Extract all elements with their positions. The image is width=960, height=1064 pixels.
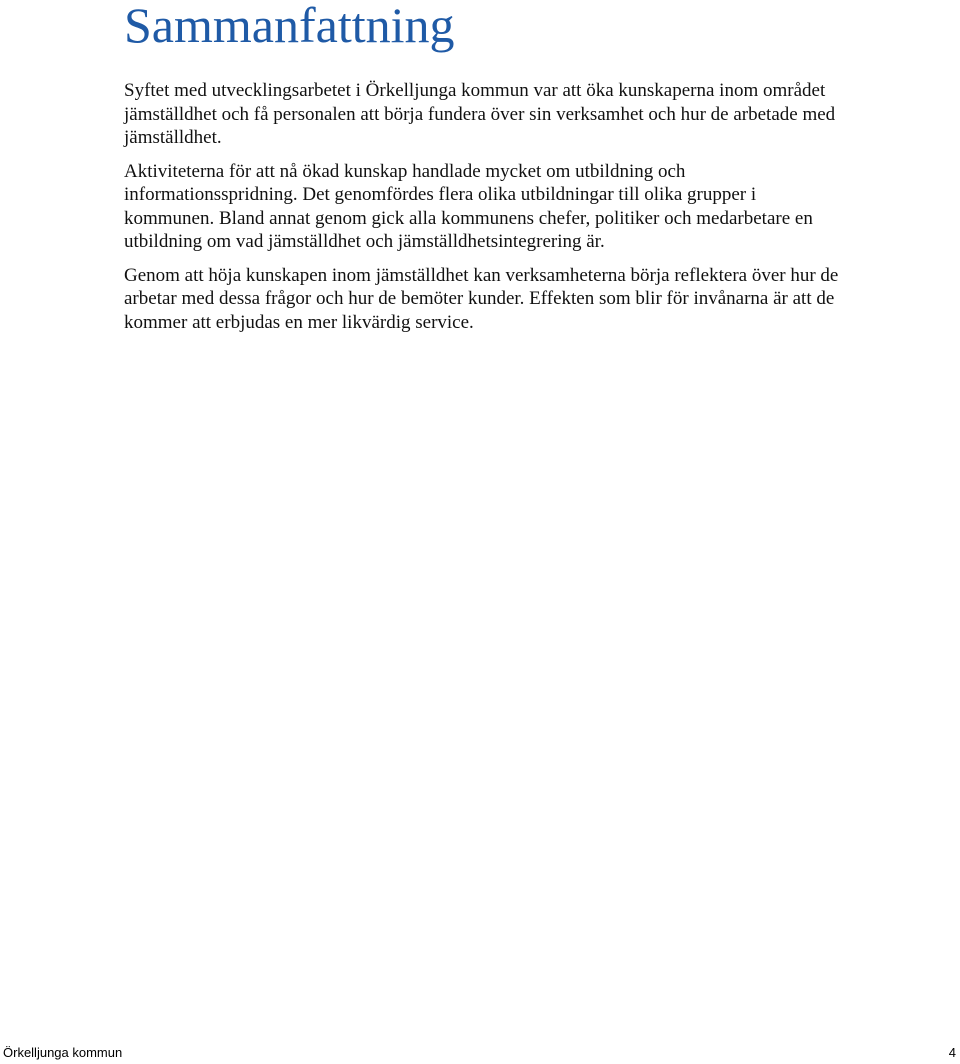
body-text <box>124 79 844 344</box>
footer-organization: Örkelljunga kommun <box>3 1045 123 1060</box>
paragraph-purpose: Syftet med utvecklingsarbetet i Örkelljunga kommun var att öka kunskaperna inom området jämställdhet och få personalen att börja fundera över sin verksamhet och hur de arbetade med jämställdhet. <box>124 80 836 148</box>
footer-page-number: 4 <box>948 1045 956 1060</box>
paragraph-effects: Genom att höja kunskapen inom jämställdhet kan verksamheterna börja reflektera över hur de arbetar med dessa frågor och hur de bemöter kunder. Effekten som blir för invånarna är att de kommer att erbjudas en mer likvärdig service. <box>124 264 839 333</box>
paragraph-activities: Aktiviteterna för att nå ökad kunskap handlade mycket om utbildning och informationsspridning. Det genomfördes flera olika utbildningar till olika grupper i kommunen. Bland annat genom gick alla kommunens chefer, politiker och medarbetare en utbildning om vad jämställdhet och jämställdhetsintegrering är. <box>124 160 813 252</box>
page-heading: Sammanfattning <box>124 0 455 53</box>
